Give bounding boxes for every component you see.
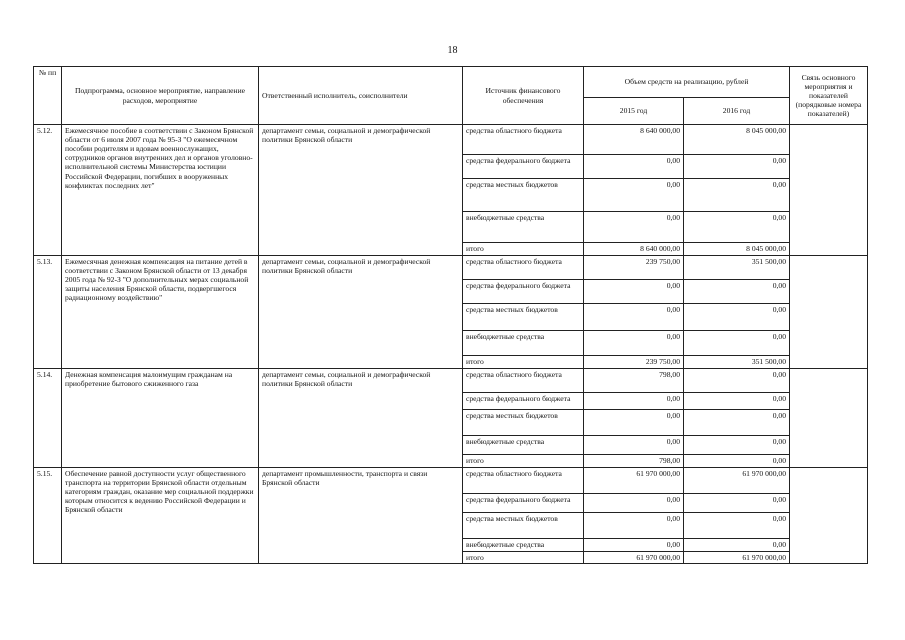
row-number: 5.12. <box>34 125 62 256</box>
amount-2016: 0,00 <box>684 539 790 552</box>
amount-2016: 351 500,00 <box>684 256 790 280</box>
amount-2015: 239 750,00 <box>584 256 684 280</box>
amount-2015: 0,00 <box>584 513 684 539</box>
funding-source: внебюджетные средства <box>463 212 584 243</box>
amount-2016: 61 970 000,00 <box>684 552 790 564</box>
amount-2016: 0,00 <box>684 212 790 243</box>
amount-2015: 8 640 000,00 <box>584 243 684 256</box>
header-volume: Объем средств на реализацию, рублей <box>584 67 790 98</box>
amount-2016: 0,00 <box>684 304 790 331</box>
row-number: 5.15. <box>34 468 62 564</box>
indicator-link <box>790 256 868 369</box>
amount-2015: 798,00 <box>584 455 684 468</box>
amount-2015: 61 970 000,00 <box>584 552 684 564</box>
funding-source: средства федерального бюджета <box>463 494 584 513</box>
executor: департамент семьи, социальной и демографической политики Брянской области <box>259 369 463 468</box>
amount-2015: 0,00 <box>584 436 684 455</box>
header-executor: Ответственный исполнитель, соисполнители <box>259 67 463 125</box>
funding-source: средства местных бюджетов <box>463 304 584 331</box>
funding-source: средства местных бюджетов <box>463 179 584 212</box>
amount-2015: 0,00 <box>584 155 684 179</box>
amount-2016: 0,00 <box>684 494 790 513</box>
funding-source: средства федерального бюджета <box>463 393 584 410</box>
funding-source: средства областного бюджета <box>463 125 584 155</box>
amount-2015: 798,00 <box>584 369 684 393</box>
amount-2016: 8 045 000,00 <box>684 243 790 256</box>
amount-2015: 0,00 <box>584 393 684 410</box>
amount-2016: 0,00 <box>684 455 790 468</box>
funding-source: внебюджетные средства <box>463 539 584 552</box>
table-body <box>34 125 868 564</box>
amount-2016: 0,00 <box>684 436 790 455</box>
amount-2016: 0,00 <box>684 179 790 212</box>
amount-2015: 0,00 <box>584 179 684 212</box>
amount-2016: 0,00 <box>684 331 790 356</box>
amount-2015: 239 750,00 <box>584 356 684 369</box>
page-number: 18 <box>447 45 458 56</box>
executor: департамент семьи, социальной и демографической политики Брянской области <box>259 256 463 369</box>
executor: департамент семьи, социальной и демографической политики Брянской области <box>259 125 463 256</box>
indicator-link <box>790 468 868 564</box>
funding-source: внебюджетные средства <box>463 331 584 356</box>
table-row <box>34 256 868 280</box>
indicator-link <box>790 125 868 256</box>
amount-2016: 8 045 000,00 <box>684 125 790 155</box>
amount-2016: 351 500,00 <box>684 356 790 369</box>
measure-name: Ежемесячное пособие в соответствии с Законом Брянской области от 6 июля 2007 года № 95-З "О ежемесячном пособии родителям и вдовам военнослужащих, сотрудников органов внутренних дел и органов уголовно-исполнительной системы Министерства юстиции Российской Федерации, погибших в вооруженных конфликтах последних лет" <box>62 125 259 256</box>
table-row <box>34 125 868 155</box>
measure-name: Ежемесячная денежная компенсация на питание детей в соответствии с Законом Брянской области от 13 декабря 2005 года № 92-З "О дополнительных мерах социальной защиты населения Брянской области, подвергшегося радиационному воздействию" <box>62 256 259 369</box>
total-label: итого <box>463 455 584 468</box>
funding-source: внебюджетные средства <box>463 436 584 455</box>
amount-2016: 0,00 <box>684 393 790 410</box>
amount-2016: 61 970 000,00 <box>684 468 790 494</box>
funding-source: средства областного бюджета <box>463 369 584 393</box>
funding-source: средства областного бюджета <box>463 468 584 494</box>
header-program: Подпрограмма, основное мероприятие, направление расходов, мероприятие <box>62 67 259 125</box>
header-link: Связь основного мероприятия и показателей (порядковые номера показателей) <box>790 67 868 125</box>
table-row <box>34 468 868 494</box>
amount-2016: 0,00 <box>684 513 790 539</box>
executor: департамент промышленности, транспорта и связи Брянской области <box>259 468 463 564</box>
row-number: 5.14. <box>34 369 62 468</box>
amount-2015: 0,00 <box>584 212 684 243</box>
amount-2015: 0,00 <box>584 410 684 436</box>
amount-2015: 8 640 000,00 <box>584 125 684 155</box>
amount-2015: 61 970 000,00 <box>584 468 684 494</box>
amount-2015: 0,00 <box>584 539 684 552</box>
measure-name: Обеспечение равной доступности услуг общественного транспорта на территории Брянской области отдельным категориям граждан, оказание мер социальной поддержки которым относится к ведению Российской Федерации и Брянской области <box>62 468 259 564</box>
amount-2015: 0,00 <box>584 331 684 356</box>
indicator-link <box>790 369 868 468</box>
table-row <box>34 369 868 393</box>
financing-table <box>33 66 868 564</box>
amount-2015: 0,00 <box>584 304 684 331</box>
total-label: итого <box>463 356 584 369</box>
amount-2015: 0,00 <box>584 280 684 304</box>
header-2015: 2015 год <box>584 98 684 125</box>
amount-2016: 0,00 <box>684 410 790 436</box>
amount-2016: 0,00 <box>684 280 790 304</box>
funding-source: средства местных бюджетов <box>463 410 584 436</box>
funding-source: средства местных бюджетов <box>463 513 584 539</box>
amount-2016: 0,00 <box>684 155 790 179</box>
row-number: 5.13. <box>34 256 62 369</box>
funding-source: средства областного бюджета <box>463 256 584 280</box>
measure-name: Денежная компенсация малоимущим гражданам на приобретение бытового сжиженного газа <box>62 369 259 468</box>
header-2016: 2016 год <box>684 98 790 125</box>
total-label: итого <box>463 552 584 564</box>
amount-2016: 0,00 <box>684 369 790 393</box>
funding-source: средства федерального бюджета <box>463 280 584 304</box>
funding-source: средства федерального бюджета <box>463 155 584 179</box>
header-no: № пп <box>34 67 62 125</box>
total-label: итого <box>463 243 584 256</box>
header-source: Источник финансового обеспечения <box>463 67 584 125</box>
amount-2015: 0,00 <box>584 494 684 513</box>
